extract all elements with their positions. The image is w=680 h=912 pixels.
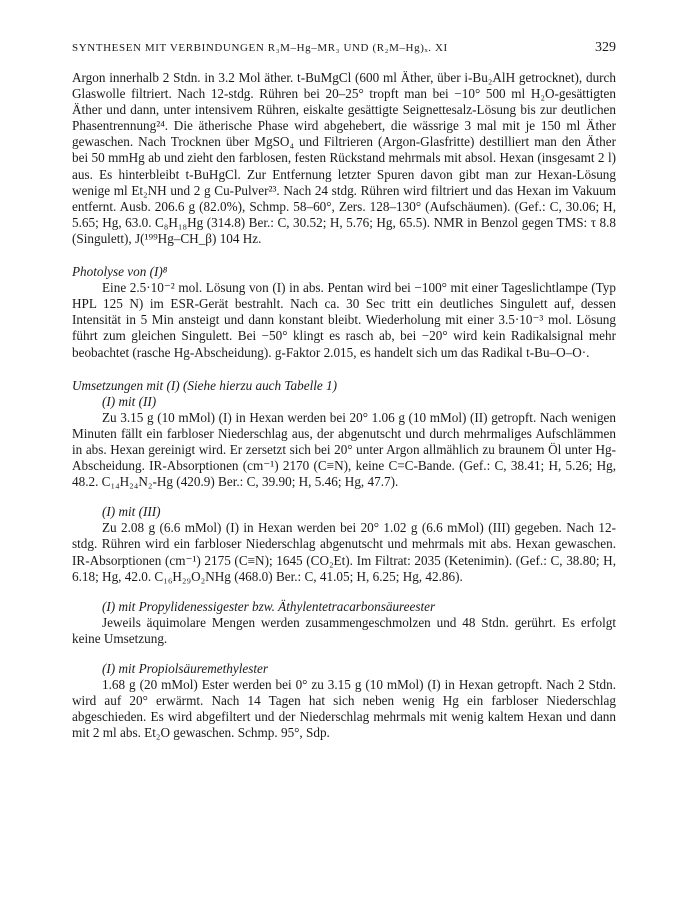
subsection-text-I-II: Zu 3.15 g (10 mMol) (I) in Hexan werden bei 20° 1.06 g (10 mMol) (II) getropft. Nach wenigen Minuten fällt ein farbloser Niederschlag aus, der abgenutscht und durch mehrmaliges Aufschlämmen in abs. Hexan gereinigt wird. Er zersetzt sich bei 20° unter Argon allmählich zu braunem Öl unter Hg-Abscheidung. IR-Absorptionen (cm⁻¹) 2170 (C≡N), keine C=C-Bande. (Gef.: C, 38.41; H, 5.26; Hg, 48.2. C₁₄H₂₄N₂-Hg (420.9) Ber.: C, 39.90; H, 5.46; Hg, 47.7). [72, 409, 616, 490]
subsection-title-I-II: (I) mit (II) [102, 393, 157, 409]
photolyse-heading: Photolyse von (I)⁸ [72, 264, 168, 280]
umsetzungen-heading: Umsetzungen mit (I) (Siehe hierzu auch Tabelle 1) [72, 377, 338, 393]
page-header [72, 40, 616, 60]
subsection-text-I-III: Zu 2.08 g (6.6 mMol) (I) in Hexan werden bei 20° 1.02 g (6.6 mMol) (III) gegeben. Nach 12-stdg. Rühren wird ein farbloser Niederschlag abgenutscht und mehrmals mit abs. Hexan gewaschen. IR-Absorptionen (cm⁻¹) 2175 (C≡N); 1645 (CO₂Et). Im Filtrat: 2035 (Ketenimin). (Gef.: C, 38.80; H, 6.18; Hg, 42.0. C₁₆H₂₉O₂NHg (468.0) Ber.: C, 41.05; H, 6.25; Hg, 42.86). [72, 520, 616, 584]
page-number: 329 [595, 40, 616, 55]
intro-paragraph: Argon innerhalb 2 Stdn. in 3.2 Mol äther. t-BuMgCl (600 ml Äther, über i-Bu₂AlH getrocknet), durch Glaswolle filtriert. Nach 12-stdg. Rühren bei 20–25° tropft man bei −10° 500 ml H₂O-gesättigten Äther und dann, unter intensivem Rühren, eiskalte gesättigte Seignettesalz-Lösung bis zur deutlichen Phasentrennung²⁴. Die ätherische Phase wird abgehebert, die wässrige 3 mal mit je 150 ml Äther gewaschen. Nach Trocknen über MgSO₄ und Filtrieren (Argon-Glasfritte) destilliert man den Äther bei 50 mmHg ab und zieht den farblosen, festen Rückstand mehrmals mit absol. Hexan (insgesamt 2 l) aus. Es hinterbleibt t-BuHgCl. Zur Entfernung letzter Spuren davon gibt man zur Hexan-Lösung wenige ml Et₂NH und 2 g Cu-Pulver²³. Nach 24 stdg. Rühren wird filtriert und das Hexan im Vakuum entfernt. Ausb. 206.6 g (82.0%), Schmp. 58–60°, Zers. 128–130° (Aufschäumen). (Gef.: C, 30.06; H, 5.65; Hg, 63.0. C₈H₁₈Hg (314.8) Ber.: C, 30.52; H, 5.76; Hg, 65.5). NMR in Benzol gegen TMS: τ 8.8 (Singulett), J(¹⁹⁹Hg–CH_β) 104 Hz. [72, 70, 616, 246]
photolyse-paragraph: Eine 2.5·10⁻² mol. Lösung von (I) in abs. Pentan wird bei −100° mit einer Tageslichtlampe (Typ HPL 125 N) im ESR-Gerät bestrahlt. Nach ca. 30 Sec tritt ein deutliches Singulett auf, dessen Intensität in 5 Min ansteigt und dann konstant bleibt. Wiederholung mit einer 3.5·10⁻³ mol. Lösung führt zum gleichen Singulett. Bei −50° klingt es rasch ab, bei −20° wird kein Radikalsignal mehr beobachtet (rasche Hg-Abscheidung). g-Faktor 2.015, es handelt sich um das Radikal t-Bu–O–O·. [72, 280, 616, 360]
running-head: SYNTHESEN MIT VERBINDUNGEN R₃M–Hg–MR₃ UND (R₂M–Hg)ₓ. XI [72, 42, 448, 54]
subsection-title-propylidenessigester: (I) mit Propylidenessigester bzw. Äthylentetracarbonsäureester [102, 598, 436, 614]
page-body [72, 70, 616, 741]
subsection-text-propiolsaeure: 1.68 g (20 mMol) Ester werden bei 0° zu 3.15 g (10 mMol) (I) in Hexan getropft. Nach 2 Stdn. wird auf 20° erwärmt. Nach 14 Tagen hat sich neben wenig Hg ein farbloser Niederschlag abgeschieden. Es wird abgefiltert und der Niederschlag mehrmals mit wenig kaltem Hexan und dann mit 2 ml abs. Et₂O gewaschen. Schmp. 95°, Sdp. [72, 677, 616, 741]
subsection-title-propiolsaeure: (I) mit Propiolsäuremethylester [102, 661, 269, 676]
subsection-title-I-III: (I) mit (III) [102, 504, 161, 520]
subsection-text-propylidenessigester: Jeweils äquimolare Mengen werden zusammengeschmolzen und 48 Stdn. gerührt. Es erfolgt keine Umsetzung. [72, 614, 616, 646]
